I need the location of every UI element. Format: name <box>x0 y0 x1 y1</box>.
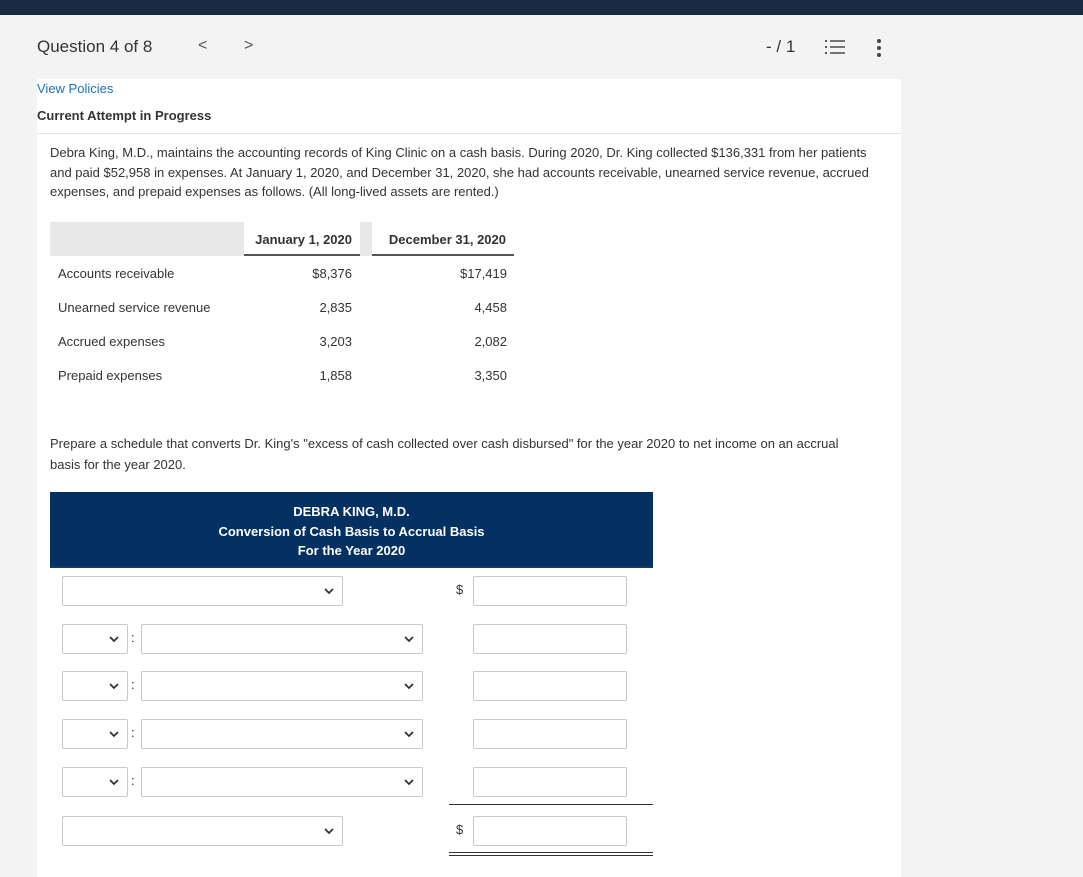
next-question-button[interactable]: > <box>244 37 254 54</box>
total-double-rule <box>449 855 653 856</box>
total-amount-input[interactable] <box>473 816 627 846</box>
colon-separator: : <box>131 677 135 692</box>
more-vertical-icon[interactable] <box>872 37 886 59</box>
column-header-dec: December 31, 2020 <box>372 222 514 256</box>
previous-question-button[interactable]: < <box>198 37 208 54</box>
chevron-down-icon <box>323 585 335 597</box>
chevron-down-icon <box>108 680 120 692</box>
adjustment-item-select[interactable] <box>141 719 423 749</box>
company-name: DEBRA KING, M.D. <box>293 504 410 519</box>
adjustment-item-select[interactable] <box>141 671 423 701</box>
cell-dec: 3,350 <box>474 368 507 383</box>
add-deduct-select[interactable] <box>62 671 128 701</box>
cell-jan: 3,203 <box>319 334 352 349</box>
question-title: Question 4 of 8 <box>37 37 153 56</box>
header-underline <box>50 566 653 568</box>
cell-dec: $17,419 <box>460 266 507 281</box>
cell-jan: 1,858 <box>319 368 352 383</box>
chevron-down-icon <box>403 776 415 788</box>
schedule-title: Conversion of Cash Basis to Accrual Basis <box>218 523 485 539</box>
chevron-down-icon <box>403 728 415 740</box>
problem-text: Debra King, M.D., maintains the accounting records of King Clinic on a cash basis. During 2020, Dr. King collected $136,331 from her patients and paid $52,958 in expenses. At January 1, 2020, and December 31, 2020, she had accounts receivable, unearned service revenue, accrued expenses, and prepaid expenses as follows. (All long-lived assets are rented.) <box>50 145 869 199</box>
total-rule <box>449 852 653 853</box>
view-policies-link[interactable]: View Policies <box>37 81 114 96</box>
chevron-down-icon <box>403 680 415 692</box>
colon-separator: : <box>131 630 135 645</box>
chevron-down-icon <box>108 633 120 645</box>
adjustment-item-select[interactable] <box>141 767 423 797</box>
currency-symbol: $ <box>456 822 464 837</box>
amount-input[interactable] <box>473 624 627 654</box>
schedule-header <box>50 492 653 567</box>
row-label-prepaid-expenses: Prepaid expenses <box>58 368 163 383</box>
colon-separator: : <box>131 725 135 740</box>
row-label-accrued-expenses: Accrued expenses <box>58 334 165 349</box>
instruction-text: Prepare a schedule that converts Dr. King's "excess of cash collected over cash disbursed" for the year 2020 to net income on an accrual basis for the year 2020. <box>50 436 839 472</box>
adjustment-item-select[interactable] <box>141 624 423 654</box>
starting-item-select[interactable] <box>62 576 343 606</box>
result-item-select[interactable] <box>62 816 343 846</box>
column-header-jan: January 1, 2020 <box>244 222 360 256</box>
amount-input[interactable] <box>473 767 627 797</box>
chevron-down-icon <box>403 633 415 645</box>
amount-input[interactable] <box>473 576 627 606</box>
row-label-accounts-receivable: Accounts receivable <box>58 266 175 281</box>
amount-input[interactable] <box>473 671 627 701</box>
top-bar <box>0 0 1083 15</box>
list-icon[interactable] <box>825 39 845 55</box>
chevron-down-icon <box>108 728 120 740</box>
cell-jan: $8,376 <box>312 266 352 281</box>
add-deduct-select[interactable] <box>62 719 128 749</box>
cell-jan: 2,835 <box>319 300 352 315</box>
colon-separator: : <box>131 773 135 788</box>
cell-dec: 2,082 <box>474 334 507 349</box>
question-header <box>0 15 1083 79</box>
add-deduct-select[interactable] <box>62 767 128 797</box>
chevron-down-icon <box>323 825 335 837</box>
row-label-unearned-service-revenue: Unearned service revenue <box>58 300 211 315</box>
chevron-down-icon <box>108 776 120 788</box>
amount-input[interactable] <box>473 719 627 749</box>
add-deduct-select[interactable] <box>62 624 128 654</box>
score-display: - / 1 <box>766 37 796 56</box>
schedule-period: For the Year 2020 <box>297 543 406 558</box>
attempt-status: Current Attempt in Progress <box>37 108 212 123</box>
cell-dec: 4,458 <box>474 300 507 315</box>
currency-symbol: $ <box>456 582 464 597</box>
subtotal-rule <box>449 804 653 805</box>
divider <box>37 133 901 134</box>
